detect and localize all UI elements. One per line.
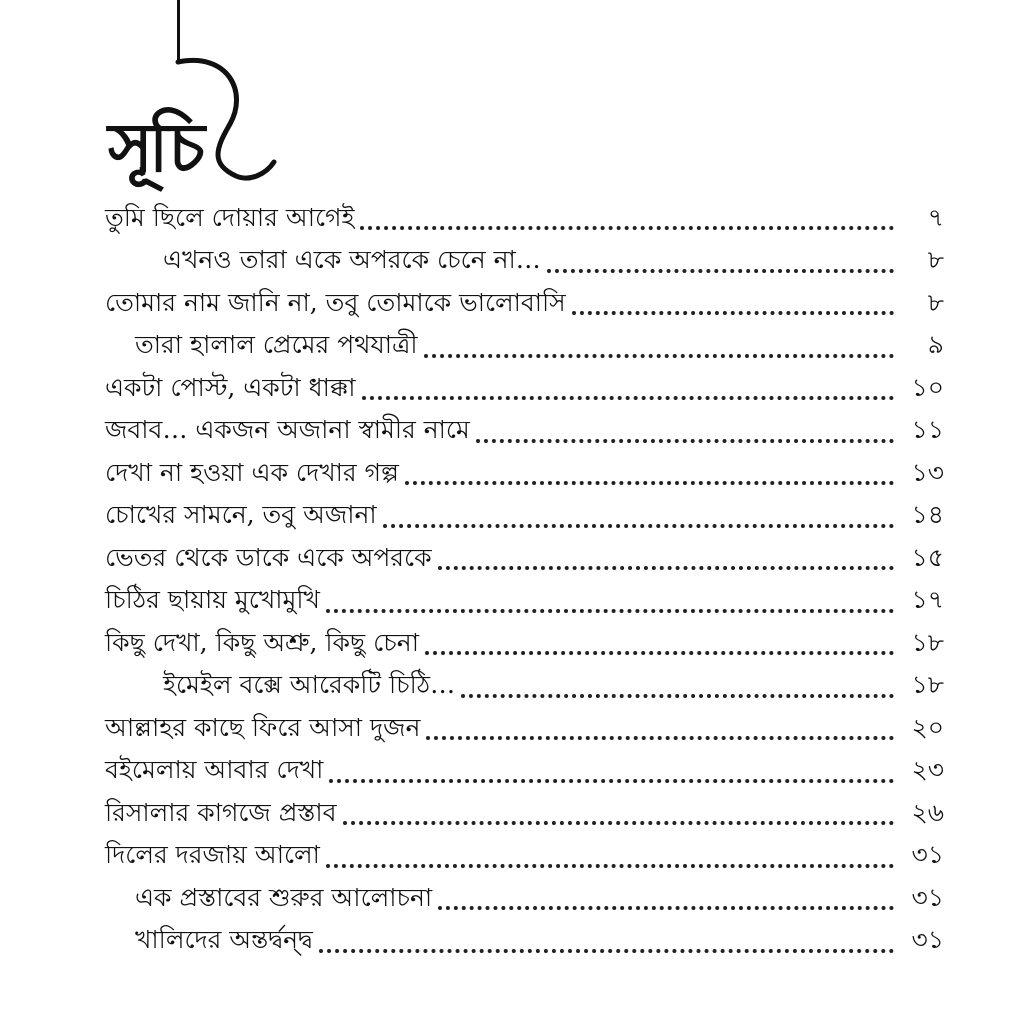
- toc-entry-page-number: ১৮: [911, 670, 944, 700]
- dot-leader: [438, 566, 894, 570]
- dot-leader: [360, 226, 894, 230]
- dot-leader: [319, 949, 894, 953]
- toc-entry: [0, 538, 1024, 581]
- toc-entry-title: আল্লাহর কাছে ফিরে আসা দুজন: [105, 712, 421, 742]
- toc-entry: [0, 708, 1024, 751]
- title-ornament: [98, 52, 278, 202]
- toc-entry-title: দেখা না হওয়া এক দেখার গল্প: [105, 457, 399, 487]
- dot-leader: [326, 609, 894, 613]
- toc-entry-page-number: ১৪: [911, 500, 944, 530]
- table-of-contents: [0, 198, 1024, 963]
- toc-entry-page-number: ৩১: [911, 882, 944, 912]
- toc-entry: [0, 878, 1024, 921]
- toc-entry-page-number: ৩১: [911, 840, 944, 870]
- toc-entry-page-number: ১৫: [911, 542, 944, 572]
- dot-leader: [329, 779, 894, 783]
- toc-entry-page-number: ১৩: [911, 457, 944, 487]
- toc-entry: [0, 666, 1024, 709]
- toc-entry-title: তুমি ছিলে দোয়ার আগেই: [105, 202, 355, 232]
- hanging-line: [177, 0, 180, 60]
- toc-entry-page-number: ৮: [927, 245, 944, 275]
- toc-entry: [0, 836, 1024, 879]
- dot-leader: [383, 524, 894, 528]
- toc-entry-page-number: ১৭: [911, 585, 944, 615]
- toc-entry-title: রিসালার কাগজে প্রস্তাব: [105, 797, 337, 827]
- toc-entry-page-number: ৮: [927, 287, 944, 317]
- toc-entry-page-number: ৩১: [911, 925, 944, 955]
- toc-entry: [0, 453, 1024, 496]
- toc-entry-title: এক প্রস্তাবের শুরুর আলোচনা: [135, 882, 433, 912]
- dot-leader: [405, 481, 894, 485]
- toc-entry-title: জবাব… একজন অজানা স্বামীর নামে: [105, 415, 470, 445]
- dot-leader: [424, 354, 894, 358]
- toc-entry: [0, 496, 1024, 539]
- dot-leader: [426, 736, 894, 740]
- toc-entry: [0, 411, 1024, 454]
- dot-leader: [547, 269, 894, 273]
- dot-leader: [343, 821, 894, 825]
- toc-entry: [0, 326, 1024, 369]
- toc-entry-page-number: ১১: [911, 415, 944, 445]
- toc-entry: [0, 198, 1024, 241]
- toc-entry-page-number: ৭: [927, 202, 944, 232]
- toc-entry-title: একটা পোস্ট, একটা ধাক্কা: [105, 372, 356, 402]
- toc-entry-page-number: ২৩: [911, 755, 944, 785]
- dot-leader: [572, 311, 894, 315]
- toc-entry: [0, 581, 1024, 624]
- toc-entry-title: ইমেইল বক্সে আরেকটি চিঠি…: [163, 670, 456, 700]
- toc-entry-title: চিঠির ছায়ায় মুখোমুখি: [105, 585, 320, 615]
- dot-leader: [476, 439, 894, 443]
- toc-entry-page-number: ২০: [911, 712, 944, 742]
- toc-entry-title: ভেতর থেকে ডাকে একে অপরকে: [105, 542, 432, 572]
- toc-entry: [0, 793, 1024, 836]
- toc-entry-title: দিলের দরজায় আলো: [105, 840, 320, 870]
- toc-entry-title: খালিদের অন্তর্দ্বন্দ্ব: [135, 925, 313, 955]
- toc-entry-title: তারা হালাল প্রেমের পথযাত্রী: [135, 330, 418, 360]
- toc-entry-page-number: ১৮: [911, 627, 944, 657]
- dot-leader: [461, 694, 894, 698]
- page-title: সূচি: [108, 108, 202, 188]
- toc-entry-page-number: ২৬: [911, 797, 944, 827]
- toc-entry: [0, 368, 1024, 411]
- dot-leader: [326, 864, 894, 868]
- toc-entry-title: চোখের সামনে, তবু অজানা: [105, 500, 377, 530]
- toc-entry-title: এখনও তারা একে অপরকে চেনে না…: [163, 245, 541, 275]
- toc-entry: [0, 921, 1024, 964]
- dot-leader: [362, 396, 894, 400]
- toc-entry-page-number: ৯: [927, 330, 944, 360]
- toc-entry-title: তোমার নাম জানি না, তবু তোমাকে ভালোবাসি: [105, 287, 566, 317]
- toc-entry-title: বইমেলায় আবার দেখা: [105, 755, 324, 785]
- toc-entry: [0, 283, 1024, 326]
- toc-entry-title: কিছু দেখা, কিছু অশ্রু, কিছু চেনা: [105, 627, 419, 657]
- toc-entry: [0, 751, 1024, 794]
- dot-leader: [438, 906, 894, 910]
- dot-leader: [425, 651, 894, 655]
- toc-entry: [0, 623, 1024, 666]
- toc-entry: [0, 241, 1024, 284]
- toc-entry-page-number: ১০: [911, 372, 944, 402]
